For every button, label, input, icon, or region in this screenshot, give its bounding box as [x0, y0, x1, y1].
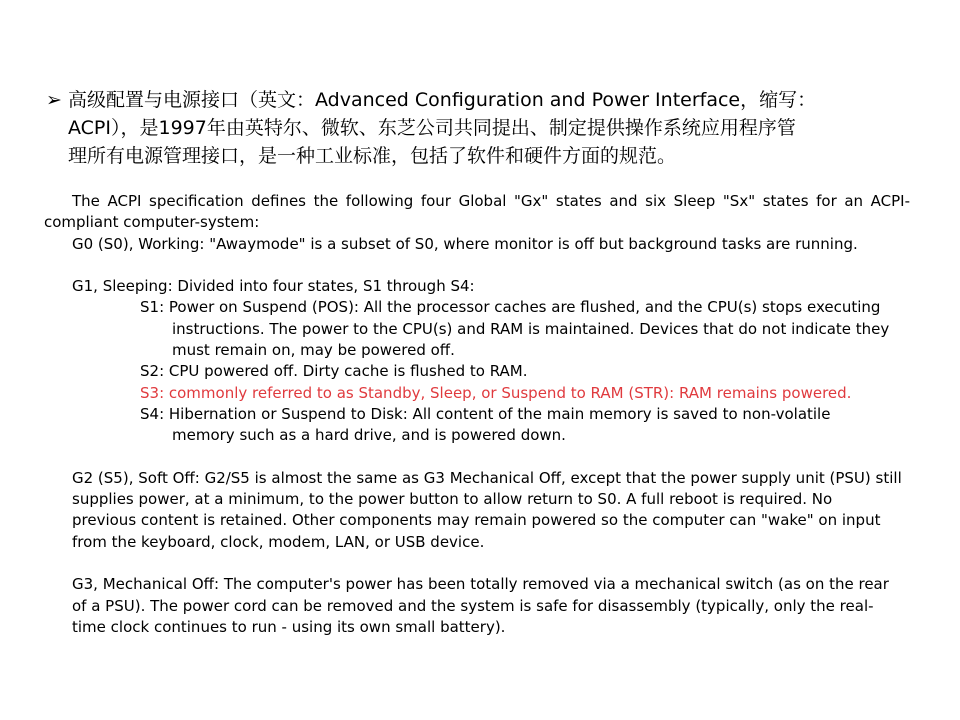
heading-line-3: 理所有电源管理接口，是一种工业标准，包括了软件和硬件方面的规范。	[68, 145, 677, 167]
g2-line-4: from the keyboard, clock, modem, LAN, or USB device.	[72, 532, 485, 551]
intro-line-2: compliant computer-system:	[44, 213, 260, 232]
g1-title: G1, Sleeping: Divided into four states, S1 through S4:	[72, 277, 475, 296]
s1-line-2: instructions. The power to the CPU(s) and RAM is maintained. Devices that do not indicate they	[172, 319, 890, 338]
g2-line-1: G2 (S5), Soft Off: G2/S5 is almost the same as G3 Mechanical Off, except that the power supply unit (PSU) still	[72, 468, 902, 487]
g2-line-2: supplies power, at a minimum, to the power button to allow return to S0. A full reboot is required. No	[72, 490, 833, 509]
heading-line-1: 高级配置与电源接口（英文：Advanced Configuration and Power Interface，缩写：	[68, 89, 817, 111]
acpi-states-body	[44, 191, 910, 638]
g3-line-2: of a PSU). The power cord can be removed and the system is safe for disassembly (typically, only the real-	[72, 596, 874, 615]
arrow-bullet-icon: ➢	[46, 89, 62, 111]
s2-line: S2: CPU powered off. Dirty cache is flushed to RAM.	[140, 362, 528, 381]
intro-line-1: The ACPI specification defines the following four Global "Gx" states and six Sleep "Sx" states for an ACPI-	[72, 192, 910, 210]
s1-line-3: must remain on, may be powered off.	[172, 341, 455, 360]
g2-line-3: previous content is retained. Other components may remain powered so the computer can "wake" on input	[72, 511, 881, 530]
g3-line-3: time clock continues to run - using its own small battery).	[72, 617, 506, 636]
acpi-heading	[46, 86, 906, 170]
spacer	[44, 553, 910, 574]
s1-line-1: S1: Power on Suspend (POS): All the processor caches are flushed, and the CPU(s) stops executing	[140, 298, 881, 317]
s3-line-highlighted: S3: commonly referred to as Standby, Sleep, or Suspend to RAM (STR): RAM remains powered.	[140, 383, 852, 402]
s4-line-1: S4: Hibernation or Suspend to Disk: All content of the main memory is saved to non-volatile	[140, 404, 831, 423]
spacer	[44, 255, 910, 276]
g3-line-1: G3, Mechanical Off: The computer's power has been totally removed via a mechanical switch (as on the rear	[72, 575, 889, 594]
heading-line-2: ACPI），是1997年由英特尔、微软、东芝公司共同提出、制定提供操作系统应用程序管	[68, 117, 796, 139]
g0-paragraph: G0 (S0), Working: "Awaymode" is a subset of S0, where monitor is off but background tasks are running.	[72, 234, 858, 253]
spacer	[44, 447, 910, 468]
s4-line-2: memory such as a hard drive, and is powered down.	[172, 426, 566, 445]
